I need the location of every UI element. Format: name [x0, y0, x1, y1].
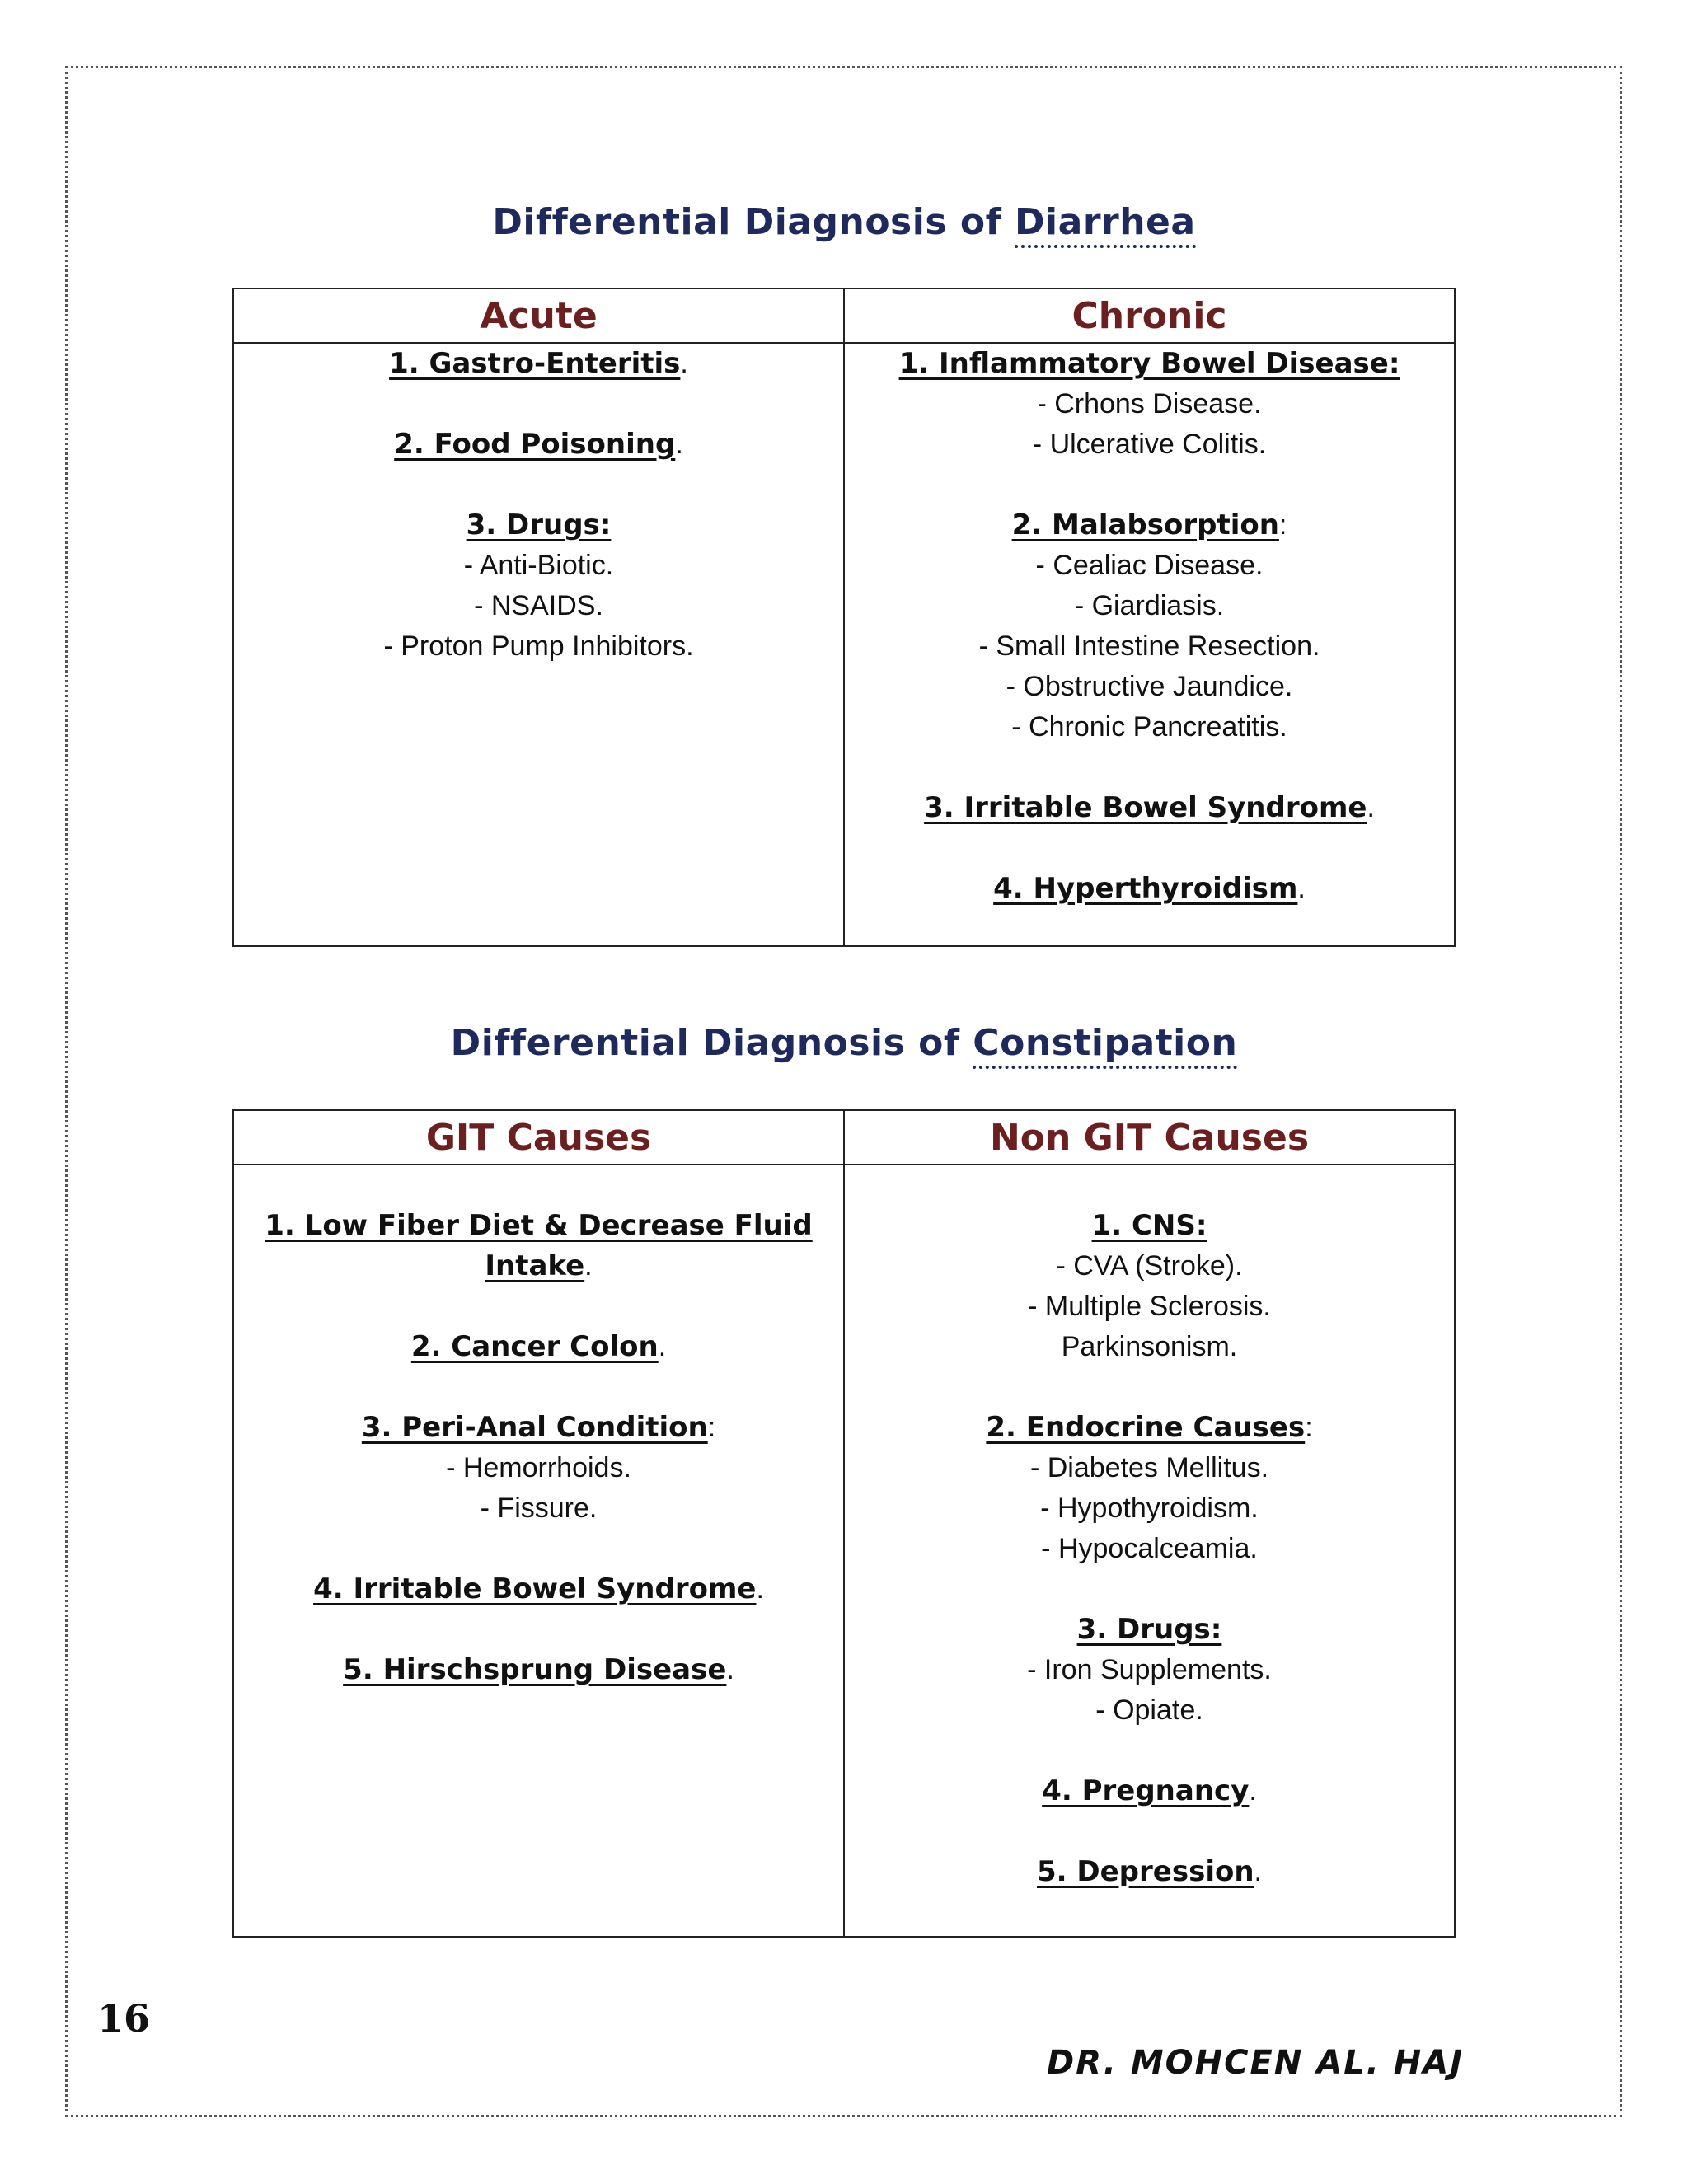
cause-heading-text: 3. Peri-Anal Condition [361, 1411, 708, 1444]
cause-subitem: - Hemorrhoids. [446, 1452, 631, 1483]
diarrhea-title [0, 201, 1688, 243]
cause-heading-punct: : [1278, 509, 1287, 541]
diarrhea-table [232, 288, 1456, 947]
acute-header: Acute [233, 288, 844, 343]
spacer [254, 384, 823, 424]
cause-subitem: - Fissure. [480, 1493, 598, 1524]
cause-heading-punct: . [1249, 1775, 1257, 1807]
git-causes-cell [233, 1165, 844, 1937]
acute-cell [233, 343, 844, 946]
cause-heading [865, 788, 1434, 828]
spacer [865, 748, 1434, 788]
cause-heading-text: 4. Pregnancy [1042, 1774, 1250, 1807]
cause-heading-text: 2. Cancer Colon [410, 1330, 659, 1363]
diarrhea-body-row [233, 343, 1455, 946]
cause-heading [254, 505, 823, 546]
cause-heading-punct: . [726, 1654, 734, 1685]
cause-heading [865, 1771, 1434, 1811]
cause-heading-punct: . [675, 429, 683, 460]
cause-subitem: - Diabetes Mellitus. [1029, 1452, 1269, 1483]
cause-heading [865, 869, 1434, 909]
cause-subitem: - Crhons Disease. [1037, 388, 1262, 419]
cause-heading-punct: . [658, 1331, 667, 1362]
cause-subitem: - Hypocalceamia. [1041, 1533, 1258, 1564]
cause-heading-text: 2. Endocrine Causes [986, 1411, 1306, 1444]
spacer [865, 465, 1434, 505]
cause-subitem: - Cealiac Disease. [1035, 550, 1264, 581]
chronic-header: Chronic [844, 288, 1455, 343]
constipation-table [232, 1109, 1456, 1938]
cause-heading-text: 3. Irritable Bowel Syndrome [924, 791, 1367, 824]
spacer [865, 1569, 1434, 1610]
cause-heading-text: 5. Hirschsprung Disease [343, 1653, 727, 1686]
cause-heading-punct: : [1305, 1412, 1313, 1443]
git-causes-header: GIT Causes [233, 1110, 844, 1165]
cause-heading-text: 5. Depression [1036, 1855, 1254, 1888]
spacer [865, 1367, 1434, 1408]
cause-heading-text: 4. Hyperthyroidism [993, 872, 1298, 905]
diarrhea-title-topic: Diarrhea [1015, 201, 1196, 248]
author-signature: DR. MOHCEN AL. HAJ [1047, 2044, 1465, 2082]
cause-heading [865, 1408, 1434, 1448]
diarrhea-header-row [233, 288, 1455, 343]
non-git-causes-cell [844, 1165, 1455, 1937]
spacer [865, 1811, 1434, 1852]
cause-subitem: - Multiple Sclerosis. [1028, 1291, 1271, 1322]
cause-heading-punct: . [1297, 873, 1306, 904]
cause-heading-text: 1. Inflammatory Bowel Disease: [898, 347, 1400, 380]
cause-heading [254, 1206, 823, 1286]
cause-heading-text: 1. Gastro-Enteritis [389, 347, 681, 380]
cause-heading-punct: . [680, 348, 688, 379]
cause-heading-text: 4. Irritable Bowel Syndrome [313, 1572, 757, 1605]
cause-subitem: - Small Intestine Resection. [978, 630, 1320, 662]
cause-heading [865, 1852, 1434, 1892]
chronic-cell [844, 343, 1455, 946]
cause-subitem: - Opiate. [1095, 1694, 1203, 1726]
non-git-causes-header: Non GIT Causes [844, 1110, 1455, 1165]
spacer [254, 465, 823, 505]
cause-subitem: - Proton Pump Inhibitors. [383, 630, 694, 662]
cause-heading-text: 2. Malabsorption [1011, 509, 1279, 541]
page-number: 16 [97, 1996, 151, 2041]
spacer [865, 1165, 1434, 1206]
cause-heading-punct: : [707, 1412, 716, 1443]
cause-heading-text: 3. Drugs: [466, 509, 612, 541]
cause-heading-punct: . [1367, 792, 1375, 823]
cause-subitem: - CVA (Stroke). [1056, 1250, 1243, 1282]
spacer [254, 1286, 823, 1327]
spacer [254, 1610, 823, 1650]
spacer [254, 1165, 823, 1206]
cause-subitem: - Obstructive Jaundice. [1006, 671, 1293, 702]
cause-subitem: Parkinsonism. [1061, 1331, 1238, 1362]
constipation-title-topic: Constipation [973, 1022, 1237, 1069]
cause-heading [865, 505, 1434, 546]
cause-heading-text: 2. Food Poisoning [394, 428, 676, 461]
spacer [254, 1367, 823, 1408]
spacer [254, 1529, 823, 1569]
cause-heading [254, 424, 823, 465]
spacer [865, 1731, 1434, 1771]
cause-subitem: - Chronic Pancreatitis. [1011, 711, 1287, 743]
cause-heading-text: 1. Low Fiber Diet & Decrease Fluid Intake [265, 1209, 813, 1282]
cause-heading-punct: . [756, 1573, 764, 1605]
cause-subitem: - Ulcerative Colitis. [1032, 429, 1267, 460]
cause-subitem: - Iron Supplements. [1027, 1654, 1272, 1685]
constipation-header-row [233, 1110, 1455, 1165]
cause-subitem: - Hypothyroidism. [1040, 1493, 1259, 1524]
cause-heading-punct: . [584, 1250, 593, 1282]
cause-heading [254, 1408, 823, 1448]
cause-heading [865, 1610, 1434, 1650]
cause-heading [254, 1650, 823, 1690]
diarrhea-title-prefix: Differential Diagnosis of [492, 201, 1015, 243]
spacer [865, 828, 1434, 869]
cause-heading [254, 344, 823, 384]
constipation-title [0, 1022, 1688, 1064]
cause-heading [254, 1327, 823, 1367]
cause-heading-punct: . [1254, 1856, 1262, 1887]
cause-heading [865, 1206, 1434, 1246]
cause-subitem: - NSAIDS. [474, 590, 603, 621]
cause-heading-text: 1. CNS: [1091, 1209, 1207, 1242]
constipation-body-row [233, 1165, 1455, 1937]
cause-heading [865, 344, 1434, 384]
cause-subitem: - Anti-Biotic. [463, 550, 614, 581]
cause-heading [254, 1569, 823, 1610]
cause-heading-text: 3. Drugs: [1076, 1613, 1222, 1646]
cause-subitem: - Giardiasis. [1074, 590, 1225, 621]
constipation-title-prefix: Differential Diagnosis of [450, 1022, 973, 1064]
